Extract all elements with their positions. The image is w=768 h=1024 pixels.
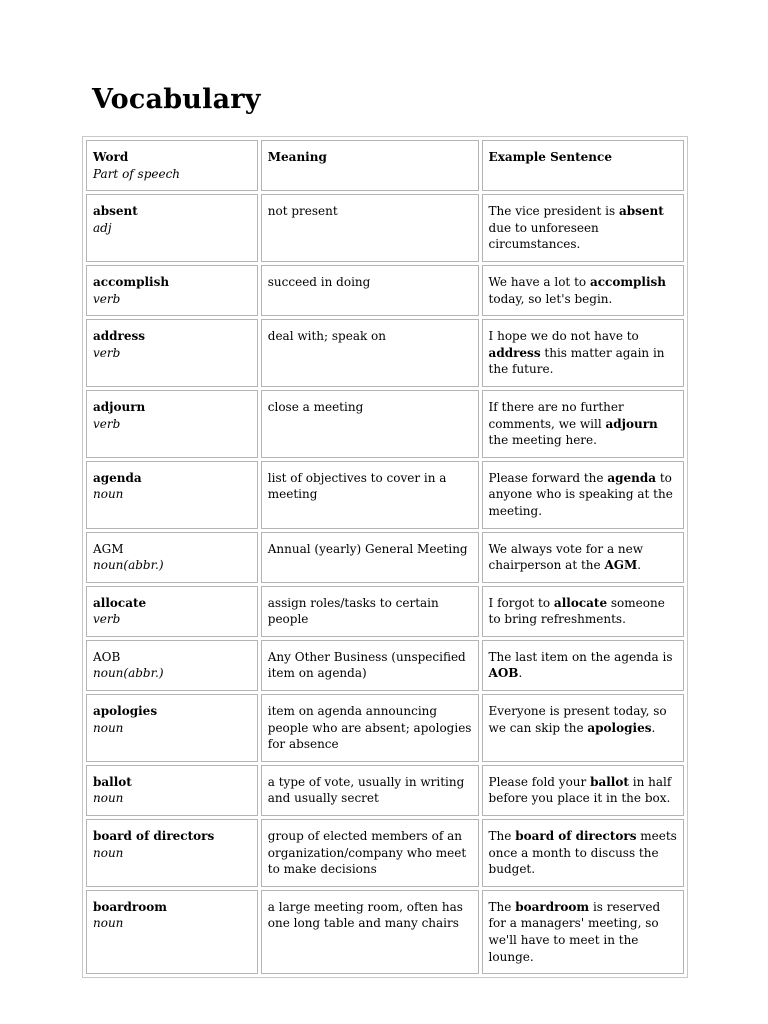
meaning-text: list of objectives to cover in a meeting (267, 470, 447, 502)
vocabulary-table (82, 136, 688, 978)
part-of-speech: verb (93, 416, 121, 431)
header-word: Word (93, 150, 129, 164)
part-of-speech: noun (93, 845, 124, 860)
example-text-before: Everyone is present today, so we can skip the (488, 704, 667, 735)
part-of-speech: adj (93, 220, 112, 235)
example-text-before: We have a lot to (488, 274, 590, 289)
meaning-text: not present (267, 204, 338, 219)
part-of-speech: noun (93, 791, 124, 806)
example-cell (482, 694, 684, 762)
part-of-speech: noun(abbr.) (93, 558, 164, 573)
meaning-cell (261, 586, 479, 637)
meaning-text: Any Other Business (unspecified item on agenda) (267, 649, 466, 681)
word-cell (86, 194, 258, 262)
example-cell (482, 765, 684, 816)
table-row (86, 819, 684, 887)
example-text-before: Please forward the (488, 470, 608, 485)
header-example-cell (482, 140, 684, 191)
vocab-word: AGM (93, 541, 124, 556)
example-cell (482, 819, 684, 887)
example-keyword: absent (618, 204, 664, 219)
word-cell (86, 640, 258, 691)
vocabulary-table-body (86, 140, 684, 974)
meaning-cell (261, 890, 479, 974)
meaning-cell (261, 694, 479, 762)
example-cell (482, 390, 684, 458)
vocab-word: address (93, 329, 146, 344)
part-of-speech: noun (93, 720, 124, 735)
meaning-cell (261, 640, 479, 691)
example-text-before: We always vote for a new chairperson at the (488, 541, 644, 573)
vocab-word: agenda (93, 470, 142, 485)
word-cell (86, 890, 258, 974)
header-word-cell (86, 140, 258, 191)
meaning-cell (261, 461, 479, 529)
example-text-before: Please fold your (488, 774, 591, 789)
meaning-text: assign roles/tasks to certain people (267, 595, 439, 627)
word-cell (86, 694, 258, 762)
part-of-speech: verb (93, 291, 121, 306)
table-row (86, 390, 684, 458)
example-text-after: the meeting here. (488, 433, 597, 448)
example-text-before: The (488, 899, 516, 914)
meaning-text: a type of vote, usually in writing and usually secret (267, 774, 465, 806)
example-text-before: I forgot to (488, 595, 554, 610)
table-row (86, 640, 684, 691)
example-text-after: in half before you place it in the box. (488, 774, 672, 806)
meaning-text: Annual (yearly) General Meeting (267, 541, 468, 556)
meaning-cell (261, 765, 479, 816)
table-row (86, 319, 684, 387)
example-cell (482, 586, 684, 637)
example-text-after: this matter again in the future. (488, 345, 665, 377)
example-keyword: allocate (553, 595, 608, 610)
example-keyword: AGM (604, 558, 638, 573)
example-text-after: . (651, 720, 656, 735)
vocab-word: accomplish (93, 274, 170, 289)
part-of-speech: noun (93, 487, 124, 502)
meaning-cell (261, 319, 479, 387)
word-cell (86, 819, 258, 887)
vocab-word: apologies (93, 704, 158, 719)
example-cell (482, 532, 684, 583)
meaning-text: item on agenda announcing people who are absent; apologies for absence (267, 704, 472, 752)
example-text-after: is reserved for a managers' meeting, so we'll have to meet in the lounge. (488, 899, 661, 964)
table-row (86, 890, 684, 974)
meaning-text: group of elected members of an organization/company who meet to make decisions (267, 829, 467, 877)
example-text-before: If there are no further comments, we will (488, 399, 624, 431)
header-meaning: Meaning (267, 150, 327, 164)
word-cell (86, 265, 258, 316)
example-keyword: AOB (488, 666, 519, 681)
example-keyword: address (488, 345, 541, 360)
example-cell (482, 461, 684, 529)
word-cell (86, 461, 258, 529)
word-cell (86, 390, 258, 458)
example-cell (482, 890, 684, 974)
example-text-before: The last item on the agenda is (488, 649, 673, 664)
example-cell (482, 194, 684, 262)
example-keyword: accomplish (589, 274, 667, 289)
example-text-after: due to unforeseen circumstances. (488, 220, 599, 252)
meaning-cell (261, 390, 479, 458)
example-cell (482, 640, 684, 691)
table-row (86, 586, 684, 637)
meaning-cell (261, 265, 479, 316)
example-keyword: apologies (587, 720, 652, 735)
example-text-after: . (518, 666, 523, 681)
table-row (86, 265, 684, 316)
page-title: Vocabulary (92, 84, 261, 115)
word-cell (86, 765, 258, 816)
word-cell (86, 586, 258, 637)
table-header-row (86, 140, 684, 191)
example-text-after: meets once a month to discuss the budget. (488, 829, 677, 877)
example-text-after: to anyone who is speaking at the meeting. (488, 470, 673, 518)
part-of-speech: noun(abbr.) (93, 666, 164, 681)
example-cell (482, 265, 684, 316)
example-text-after: . (637, 558, 642, 573)
word-cell (86, 319, 258, 387)
meaning-text: deal with; speak on (267, 329, 387, 344)
vocab-word: board of directors (93, 829, 215, 844)
table-row (86, 194, 684, 262)
example-text-before: I hope we do not have to (488, 329, 639, 344)
example-keyword: ballot (590, 774, 629, 789)
example-text-before: The vice president is (488, 204, 619, 219)
meaning-text: close a meeting (267, 399, 364, 414)
word-cell (86, 532, 258, 583)
meaning-cell (261, 532, 479, 583)
table-row (86, 461, 684, 529)
vocab-word: boardroom (93, 899, 167, 914)
vocab-word: adjourn (93, 399, 146, 414)
header-example: Example Sentence (488, 150, 612, 164)
meaning-text: succeed in doing (267, 274, 371, 289)
table-row (86, 532, 684, 583)
header-part-of-speech: Part of speech (93, 166, 181, 181)
part-of-speech: verb (93, 345, 121, 360)
vocab-word: allocate (93, 595, 147, 610)
part-of-speech: noun (93, 916, 124, 931)
vocab-word: ballot (93, 774, 132, 789)
part-of-speech: verb (93, 612, 121, 627)
meaning-cell (261, 194, 479, 262)
meaning-text: a large meeting room, often has one long table and many chairs (267, 899, 463, 931)
example-text-after: today, so let's begin. (488, 291, 613, 306)
table-row (86, 694, 684, 762)
vocab-word: AOB (93, 649, 121, 664)
example-text-after: someone to bring refreshments. (488, 595, 665, 627)
example-keyword: adjourn (605, 416, 658, 431)
example-text-before: The (488, 829, 516, 844)
example-keyword: board of directors (515, 829, 637, 844)
example-keyword: boardroom (515, 899, 590, 914)
header-meaning-cell (261, 140, 479, 191)
vocab-word: absent (93, 204, 138, 219)
meaning-cell (261, 819, 479, 887)
table-row (86, 765, 684, 816)
example-keyword: agenda (607, 470, 657, 485)
example-cell (482, 319, 684, 387)
